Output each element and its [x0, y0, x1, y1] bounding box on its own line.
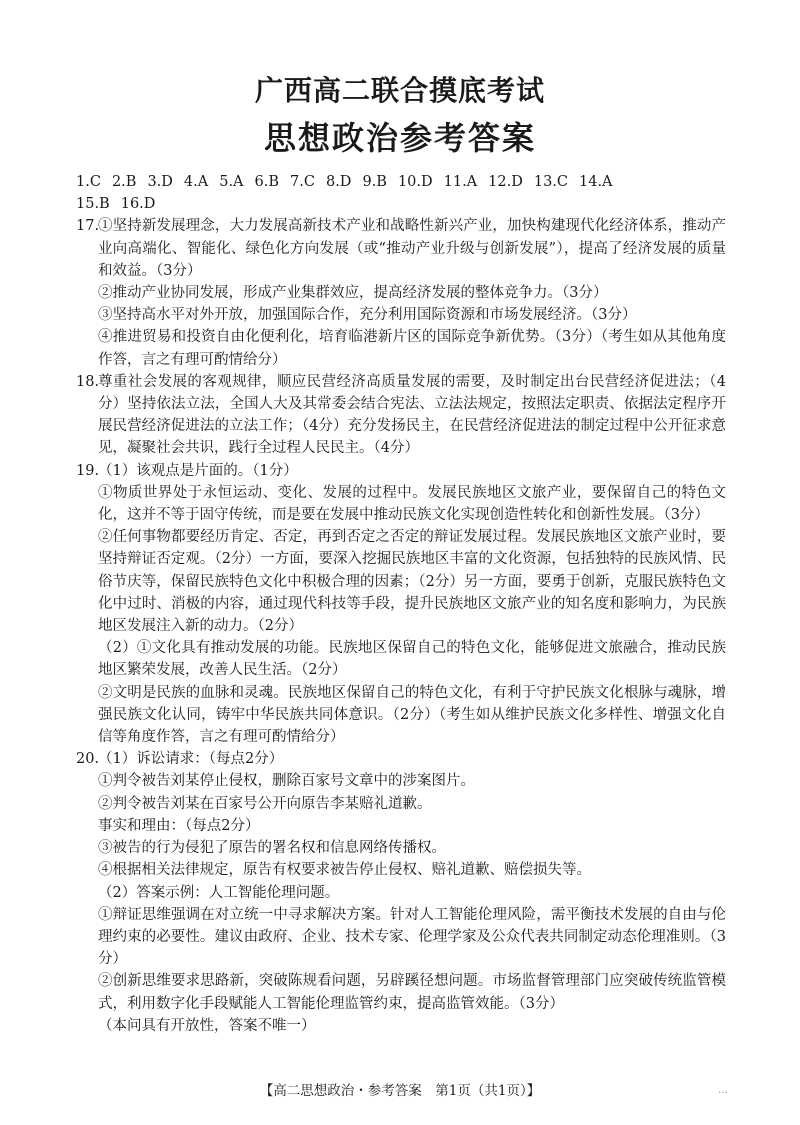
mc-answer: 10.D	[397, 174, 433, 190]
answer-paragraph: ①坚持新发展理念，大力发展高新技术产业和战略性新兴产业，加快构建现代化经济体系，推动产业向高端化、智能化、绿色化方向发展（或“推动产业升级与创新发展”），提高了经济发展的质量和效益。（3分）	[98, 218, 726, 279]
answers-content	[76, 171, 726, 1037]
mc-answer: 8.D	[325, 174, 352, 190]
page-footer: 【高二思想政治・参考答案 第1页（共1页）】	[259, 1083, 541, 1099]
mc-answer: 11.A	[443, 174, 478, 190]
question-number: 17.	[76, 218, 100, 235]
answer-paragraph: （1）该观点是片面的。（1分）	[98, 462, 298, 479]
mc-answers-row-1	[76, 171, 726, 193]
answer-paragraph: （1）诉讼请求：（每点2分）	[98, 751, 284, 768]
answer-paragraph: ②文明是民族的血脉和灵魂。民族地区保留自己的特色文化，有利于守护民族文化根脉与魂脉，增强民族文化认同，铸牢中华民族共同体意识。（2分）（考生如从维护民族文化多样性、增强文化自信等角度作答，言之有理可酌情给分）	[98, 684, 726, 746]
answer-paragraph: 尊重社会发展的客观规律，顺应民营经济高质量发展的需要，及时制定出台民营经济促进法；（4分）坚持依法立法，全国人大及其常委会结合宪法、立法法规定，按照法定职责、依据法定程序开展民营经济促进法的立法工作；（4分）充分发扬民主，在民营经济促进法的制定过程中公开征求意见，凝聚社会共识，践行全过程人民民主。（4分）	[98, 373, 726, 457]
answer-paragraph: （本问具有开放性，答案不唯一）	[98, 1017, 316, 1034]
mc-answer: 4.A	[183, 174, 209, 190]
answer-paragraph: （2）①文化具有推动发展的功能。民族地区保留自己的特色文化，能够促进文旅融合，推动民族地区繁荣发展，改善人民生活。（2分）	[98, 640, 726, 679]
question-number: 20.	[76, 751, 100, 768]
question-number: 19.	[76, 462, 100, 479]
mc-answers-row-2	[76, 193, 726, 215]
mc-answer: 5.A	[219, 174, 244, 190]
mc-answer: 13.C	[533, 174, 568, 190]
mc-answer: 9.B	[362, 174, 387, 190]
answer-paragraph: ①辩证思维强调在对立统一中寻求解决方案。针对人工智能伦理风险，需平衡技术发展的自由与伦理约束的必要性。建议由政府、企业、技术专家、伦理学家及公众代表共同制定动态伦理准则。（3分）	[98, 906, 726, 968]
mc-answer: 15.B	[76, 196, 110, 213]
answer-paragraph: ②创新思维要求思路新，突破陈规看问题，另辟蹊径想问题。市场监督管理部门应突破传统监管模式，利用数字化手段赋能人工智能伦理监管约束，提高监管效能。（3分）	[98, 973, 726, 1012]
mc-answer: 7.C	[290, 174, 315, 190]
mc-answer: 14.A	[579, 174, 613, 190]
question-18	[76, 371, 726, 460]
corner-mark: …	[718, 1085, 728, 1096]
question-20	[76, 748, 726, 1037]
title-block	[0, 73, 800, 159]
answer-paragraph: ④推进贸易和投资自由化便利化，培育临港新片区的国际竞争新优势。（3分）（考生如从其他角度作答，言之有理可酌情给分）	[98, 329, 726, 368]
question-19	[76, 460, 726, 749]
mc-answer: 1.C	[76, 174, 101, 190]
answer-paragraph: ③坚持高水平对外开放，加强国际合作，充分利用国际资源和市场发展经济。（3分）	[98, 307, 637, 324]
mc-answer: 16.D	[120, 196, 156, 213]
subject-title: 思想政治参考答案	[263, 119, 536, 157]
question-number: 18.	[76, 373, 100, 390]
answer-paragraph: ②任何事物都要经历肯定、否定，再到否定之否定的辩证发展过程。发展民族地区文旅产业时，要坚持辩证否定观。（2分）一方面，要深入挖掘民族地区丰富的文化资源，包括独特的民族风情、民俗节庆等，保留民族特色文化中积极合理的因素；（2分）另一方面，要勇于创新，克服民族特色文化中过时、消极的内容，通过现代科技等手段，提升民族地区文旅产业的知名度和影响力，为民族地区发展注入新的动力。（2分）	[98, 529, 726, 635]
question-17	[76, 215, 726, 370]
exam-title: 广西高二联合摸底考试	[254, 74, 545, 107]
answer-paragraph: ②推动产业协同发展，形成产业集群效应，提高经济发展的整体竞争力。（3分）	[98, 285, 608, 302]
answer-paragraph: （2）答案示例：人工智能伦理问题。	[98, 884, 340, 901]
mc-answer: 12.D	[488, 174, 523, 190]
answer-paragraph: ③被告的行为侵犯了原告的署名权和信息网络传播权。	[98, 840, 446, 857]
mc-answer: 6.B	[254, 174, 280, 190]
answer-paragraph: ①判令被告刘某停止侵权，删除百家号文章中的涉案图片。	[98, 773, 475, 790]
answer-paragraph: ④根据相关法律规定，原告有权要求被告停止侵权、赔礼道歉、赔偿损失等。	[98, 862, 591, 879]
answer-paragraph: ①物质世界处于永恒运动、变化、发展的过程中。发展民族地区文旅产业，要保留自己的特色文化，这并不等于固守传统，而是要在发展中推动民族文化实现创造性转化和创新性发展。（3分）	[98, 484, 726, 524]
answer-paragraph: 事实和理由：（每点2分）	[98, 817, 260, 834]
mc-answer: 3.D	[147, 174, 173, 190]
mc-answer: 2.B	[111, 174, 137, 190]
answer-paragraph: ②判令被告刘某在百家号公开向原告李某赔礼道歉。	[98, 795, 432, 812]
